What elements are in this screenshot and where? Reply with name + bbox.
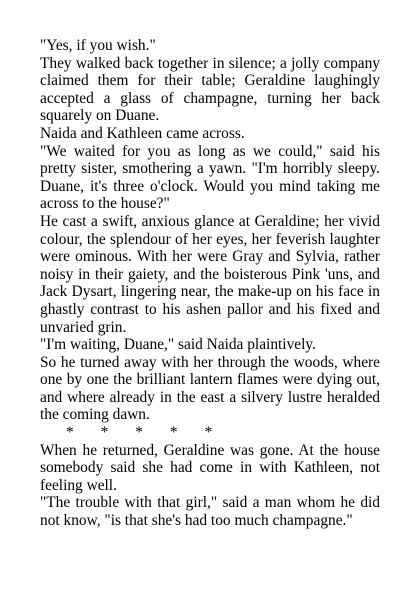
paragraph: "We waited for you as long as we could," said his pretty sister, smothering a yawn. "I'm horribly sleepy. Duane, it's three o'clock. Would you mind taking me across to the house?" [40, 142, 380, 213]
paragraph: So he turned away with her through the woods, where one by one the brilliant lantern flames were dying out, and where already in the east a silvery lustre heralded the coming dawn. [40, 353, 380, 424]
paragraph: When he returned, Geraldine was gone. At the house somebody said she had come in with Kathleen, not feeling well. [40, 441, 380, 494]
paragraph: Naida and Kathleen came across. [40, 124, 245, 142]
paragraph: "I'm waiting, Duane," said Naida plaintively. [40, 336, 316, 354]
paragraph: "The trouble with that girl," said a man whom he did not know, "is that she's had too much champagne." [40, 494, 380, 530]
paragraph: "Yes, if you wish." [40, 37, 156, 54]
section-break: * * * * * [66, 424, 213, 442]
paragraph: He cast a swift, anxious glance at Geraldine; her vivid colour, the splendour of her eyes, her feverish laughter were ominous. With her were Gray and Sylvia, rather noisy in their gaiety, and the boisterous Pink 'uns, and Jack Dysart, lingering near, the make-up on his face in ghastly contrast to his ashen pallor and his fixed and unvaried grin. [40, 212, 380, 336]
paragraph: They walked back together in silence; a jolly company claimed them for their table; Geraldine laughingly accepted a glass of champagne, turning her back squarely on Duane. [40, 54, 380, 125]
document-page [40, 37, 380, 530]
